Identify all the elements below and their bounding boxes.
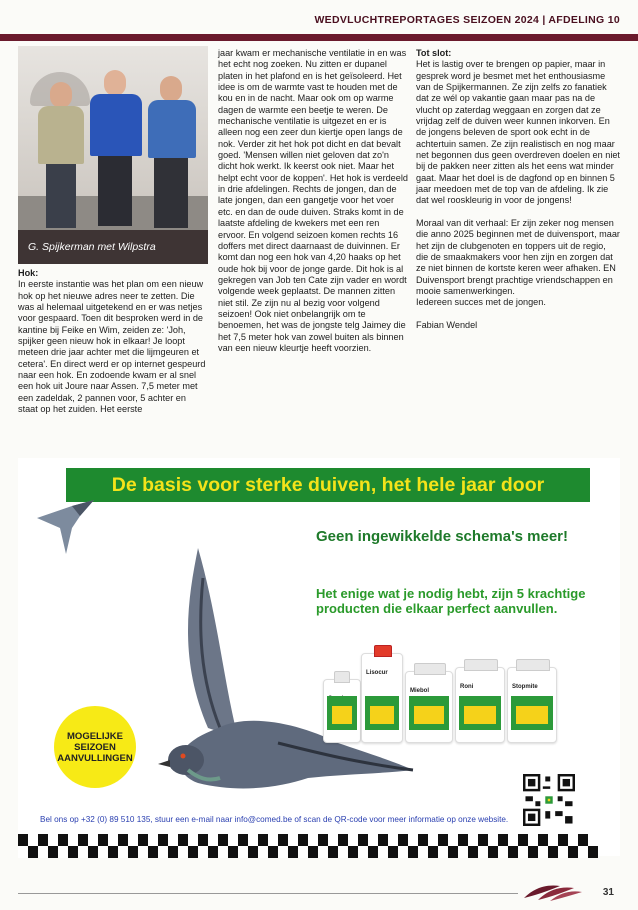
checker-border [18, 834, 598, 858]
product-bottle-carol [323, 679, 361, 743]
product-bottle-roni: Roni [455, 667, 505, 743]
article-column-3 [416, 48, 620, 331]
section-heading-tot-slot: Tot slot: [416, 48, 452, 58]
advertisement [18, 458, 620, 856]
product-lineup [323, 648, 583, 743]
footer-rule [18, 893, 518, 894]
feather-logo [520, 878, 584, 902]
paragraph: Iedereen succes met de jongen. [416, 297, 546, 308]
paragraph: jaar kwam er mechanische ventilatie in en was het echt nog zoeken. Nu zitten er dupanel platen in het plafond en is het geïsoleerd. Het idee is om de warmte vast te houden met de kou en in de nacht. Maar ook om op warme dagen de warmte een beetje te weren. De mechanische ventilatie is uitgezet en er is alleen nog een zeer dun kiertje open langs de nok. Verder zit het hok pot dicht en dat bevalt goed. 'Mensen willen niet geloven dat zo'n dicht hok werkt. Ik keerst ook niet. Maar het helpt echt voor de koppen'. Het hok is verdeeld in drie afdelingen. Rechts de jongen, dan de late jongen, dan een gangetje voor het voer etc. en dan de oude duiven. Straks komt in de laatste afdeling de kwekers met een ren ervoor. En volgend seizoen komen rechts 16 doffers met direct daarnaast de duivinnen. Er komt dan nog een hok van 4,20 haaks op het oude hok bij voor de jonge garde. Dit hok is al gekregen van Job ten Cate zijn vader en wordt volgende week geplaatst. De mannen zitten niet stil. Ze zijn nu al bezig voor volgend seizoen! Ook niet onbelangrijk om te benoemen, het was de jongste telg Jaimey die het 7,5 meter hok van zowel buiten als binnen van een nieuw kleurtje heeft voorzien. [218, 48, 408, 353]
contact-info: Bel ons op +32 (0) 89 510 135, stuur een e-mail naar info@comed.be of scan de QR-code voor meer informatie op onze website. [40, 815, 509, 824]
product-bottle-stopmite: Stopmite [507, 667, 557, 743]
season-sticker: MOGELIJKE SEIZOEN AANVULLINGEN [54, 706, 136, 788]
section-heading-hok: Hok: [18, 268, 39, 278]
ad-subline: Het enige wat je nodig hebt, zijn 5 krachtige producten die elkaar perfect aanvullen. [316, 586, 586, 616]
paragraph: In eerste instantie was het plan om een nieuw hok op het nieuwe adres neer te zetten. Die was al helemaal uitgetekend en er was netjes voor gespaard. Toen dit besproken werd in de kantine bij Feike en Wim, zeiden ze: 'Joh, spijker geen nieuw hok in elkaar! Je loopt meteen drie jaar achter met die lijmgeuren et cetera'. En direct werd er op internet gespeurd naar een hok. En zodoende kwam er al snel een hok uit Joure naar Assen. 7,5 meter met een zadeldak, 2 pannen voor, 5 achter en staat op het zuiden. Het eerste [18, 279, 206, 415]
ad-headline: Geen ingewikkelde schema's meer! [316, 528, 569, 545]
paragraph: Moraal van dit verhaal: Er zijn zeker nog mensen die anno 2025 beginnen met de duivensport, maar het zijn de clubgenoten en toppers uit de regio, die de smaakmakers voor hen zijn en zorgen dat ze niet binnen de kortste keren weer afhaken. EN Duivensport brengt prachtige vriendschappen en mooie samenwerkingen. [416, 217, 620, 296]
product-bottle-lisocur: Lisocur [361, 653, 403, 743]
ad-banner: De basis voor sterke duiven, het hele jaar door [66, 468, 590, 502]
header-bar [0, 34, 638, 41]
product-bottle-miebol: Miebol [405, 671, 453, 743]
author: Fabian Wendel [416, 319, 478, 330]
pigeon-small-illustration [32, 498, 102, 558]
page-number: 31 [602, 887, 614, 898]
paragraph: Het is lastig over te brengen op papier, maar in gesprek word je besmet met het enthousiasme van de Spijkermannen. Ze zijn zelfs zo fanatiek dat ze wél op vakantie gaan maar pas na de vlucht op zaterdag weggaan en zorgen dat ze vrijdag zelf de duiven weer kunnen inkorven. En de jongens beleven de sport ook echt in de achtertuin samen. Ze zijn realistisch en nog maar net begonnen dus geen overdreven doelen en niet bij de pakken neer zitten als het eens wat minder gaat. Maar het doel is de dagfond op en binnen 5 jaar meedoen met de top van de afdeling. Ik zie dat wel rooskleurig in voor de jongens! [416, 59, 620, 206]
article-column-1 [18, 268, 208, 415]
photo-caption: G. Spijkerman met Wilpstra [18, 230, 208, 264]
article-column-2 [218, 48, 408, 354]
running-header: WEDVLUCHTREPORTAGES SEIZOEN 2024 | AFDELING 10 [314, 14, 620, 26]
